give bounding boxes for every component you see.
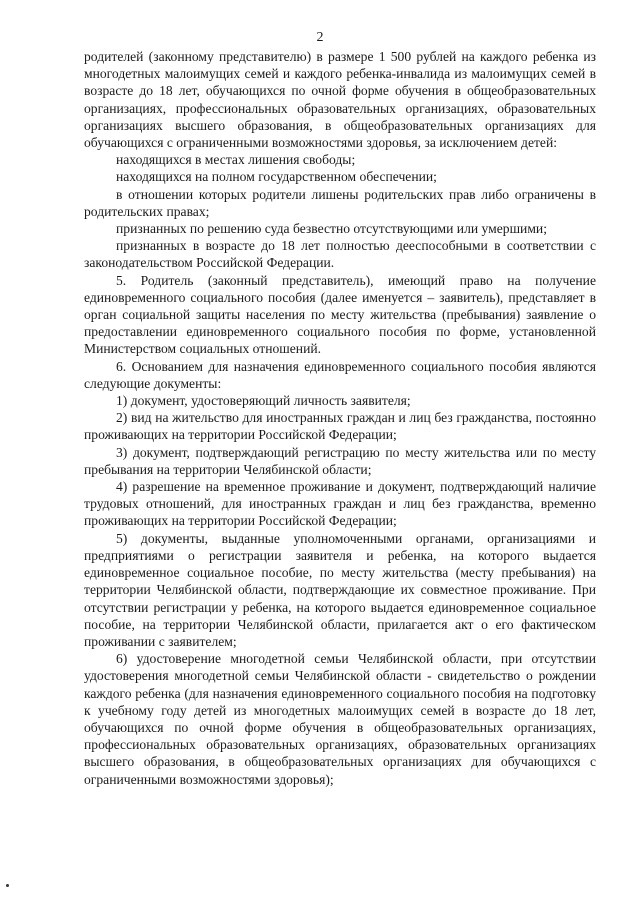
paragraph-item-6: 6. Основанием для назначения единовременного социального пособия являются следующие документы: (84, 358, 596, 391)
list-item-doc-6: 6) удостоверение многодетной семьи Челябинской области, при отсутствии удостоверения многодетной семьи Челябинской области - свидетельство о рождении каждого ребенка (для назначения единовременного социального пособия на подготовку к учебному году детей из многодетных малоимущих семей в возрасте до 18 лет, обучающихся по очной форме обучения в общеобразовательных организациях, профессиональных образовательных организациях, образовательных организациях высшего образования, в общеобразовательных организациях для обучающихся с ограниченными возможностями здоровья); (84, 651, 596, 787)
list-item-doc-5: 5) документы, выданные уполномоченными органами, организациями и предприятиями о регистрации заявителя и ребенка, на которого выдается единовременное социальное пособие, по месту жительства (месту пребывания) на территории Челябинской области, подтверждающие их совместное проживание. При отсутствии регистрации у ребенка, на которого выдается единовременное социальное пособие, на территории Челябинской области, прилагается акт о его фактическом проживании с заявителем; (84, 530, 596, 649)
paragraph-exception-2: находящихся на полном государственном обеспечении; (116, 169, 437, 185)
list-item-doc-1: 1) документ, удостоверяющий личность заявителя; (116, 393, 411, 409)
scan-mark (6, 884, 9, 887)
paragraph-exception-5: признанных в возрасте до 18 лет полностью дееспособными в соответствии с законодательством Российской Федерации. (84, 238, 596, 271)
list-item-doc-2: 2) вид на жительство для иностранных граждан и лиц без гражданства, постоянно проживающих на территории Российской Федерации; (84, 410, 596, 443)
paragraph-exception-1: находящихся в местах лишения свободы; (116, 152, 356, 168)
paragraph-continuation: родителей (законному представителю) в размере 1 500 рублей на каждого ребенка из многодетных малоимущих семей и каждого ребенка-инвалида из малоимущих семей в возрасте до 18 лет, обучающихся по очной форме обучения в общеобразовательных организациях, профессиональных образовательных организациях, образовательных организациях высшего образования, в общеобразовательных организациях для обучающихся с ограниченными возможностями здоровья, за исключением детей: (84, 49, 596, 151)
paragraph-exception-4: признанных по решению суда безвестно отсутствующими или умершими; (116, 221, 547, 237)
paragraph-exception-3: в отношении которых родители лишены родительских прав либо ограничены в родительских правах; (84, 186, 596, 219)
paragraph-item-5: 5. Родитель (законный представитель), имеющий право на получение единовременного социального пособия (далее именуется – заявитель), представляет в орган социальной защиты населения по месту жительства (пребывания) заявление о предоставлении единовременного социального пособия по форме, установленной Министерством социальных отношений. (84, 272, 596, 357)
list-item-doc-3: 3) документ, подтверждающий регистрацию по месту жительства или по месту пребывания на территории Челябинской области; (84, 444, 596, 477)
document-body (84, 48, 596, 788)
page-number: 2 (316, 30, 324, 45)
list-item-doc-4: 4) разрешение на временное проживание и документ, подтверждающий наличие трудовых отношений, для иностранных граждан и лиц без гражданства, временно проживающих на территории Российской Федерации; (84, 479, 596, 529)
